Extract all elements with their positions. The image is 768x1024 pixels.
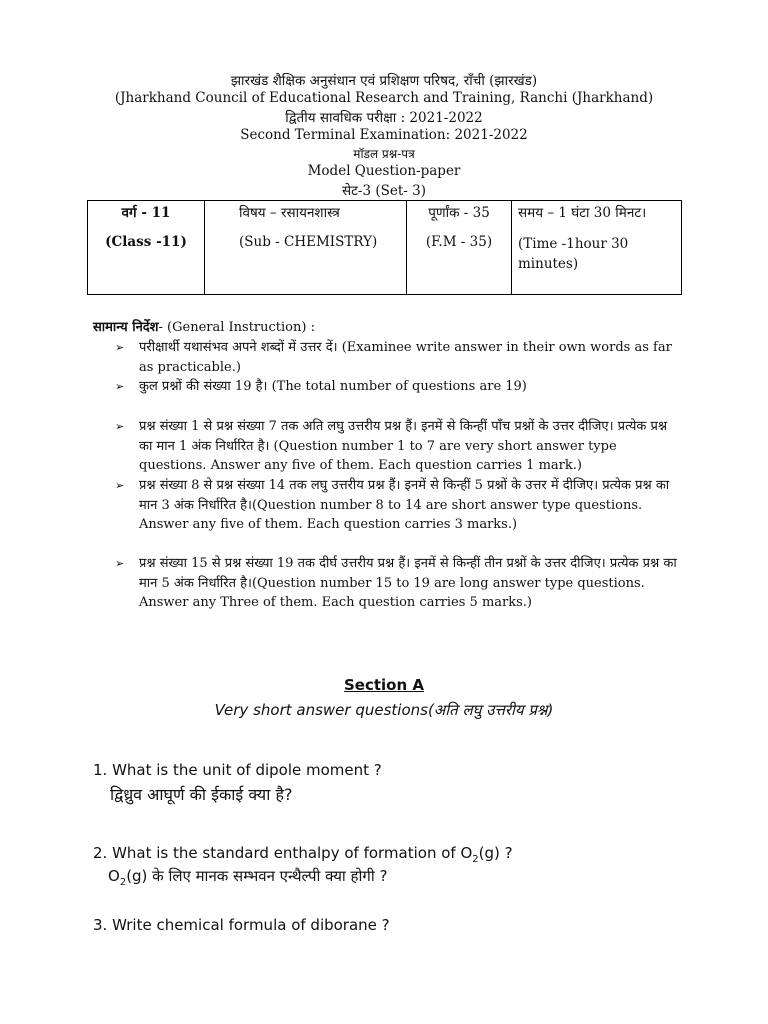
instruction-item-2: कुल प्रश्नों की संख्या 19 है। (The total number of questions are 19) <box>139 379 527 394</box>
set-number: सेट-3 (Set- 3) <box>341 183 426 199</box>
paper-type-hindi: मॉडल प्रश्न-पत्र <box>353 147 415 161</box>
exam-info-table <box>87 200 682 295</box>
time-english: (Time -1hour 30 minutes) <box>518 236 629 272</box>
question-2-subscript: 2 <box>472 854 479 865</box>
bullet-arrow-icon: ➢ <box>115 479 125 492</box>
time-cell <box>512 201 682 295</box>
section-title: Section A <box>344 676 424 694</box>
instruction-item-3: प्रश्न संख्या 1 से प्रश्न संख्या 7 तक अति लघु उत्तरीय प्रश्न हैं। इनमें से किन्हीं पाँच प्रश्नों के उत्तर दीजिए। प्रत्येक प्रश्न का मान 1 अंक निर्धारित है। (Question number 1 to 7 are very short answer type questions. Answer any five of them. Each question carries 1 mark.) <box>139 419 668 473</box>
subject-hindi: विषय – रसायनशास्त्र <box>239 205 340 221</box>
question-1-hindi: द्विध्रुव आघूर्ण की ईकाई क्या है? <box>110 785 293 804</box>
full-marks-cell <box>407 201 512 295</box>
general-instruction-heading-english: - (General Instruction) : <box>158 320 315 335</box>
bullet-arrow-icon: ➢ <box>115 420 125 433</box>
general-instruction-heading <box>93 317 315 335</box>
council-name-hindi: झारखंड शैक्षिक अनुसंधान एवं प्रशिक्षण परिषद, राँची (झारखंड) <box>230 73 538 89</box>
time-hindi: समय – 1 घंटा 30 मिनट। <box>518 205 647 221</box>
question-2 <box>93 844 513 865</box>
instruction-item-1: परीक्षार्थी यथासंभव अपने शब्दों में उत्तर दें। (Examinee write answer in their own words as far as practicable.) <box>139 340 672 375</box>
full-marks-english: (F.M - 35) <box>425 234 493 250</box>
subject-cell <box>205 201 407 295</box>
section-subtitle: Very short answer questions(अति लघु उत्तरीय प्रश्न) <box>214 701 554 719</box>
council-name-english: (Jharkhand Council of Educational Research and Training, Ranchi (Jharkhand) <box>114 90 654 106</box>
question-2-suffix: (g) ? <box>478 844 513 862</box>
instruction-item-5: प्रश्न संख्या 15 से प्रश्न संख्या 19 तक दीर्घ उत्तरीय प्रश्न हैं। इनमें से किन्हीं तीन प्रश्नों के उत्तर दीजिए। प्रत्येक प्रश्न का मान 5 अंक निर्धारित है।(Question number 15 to 19 are long answer type questions. Answer any Three of them. Each question carries 5 marks.) <box>139 556 677 610</box>
question-2-hindi-prefix: O <box>108 867 120 885</box>
question-2-hindi-subscript: 2 <box>119 877 127 888</box>
question-2-text: 2. What is the standard enthalpy of formation of O <box>93 844 473 862</box>
full-marks-hindi: पूर्णांक - 35 <box>428 205 490 221</box>
general-instruction-heading-hindi: सामान्य निर्देश <box>93 320 159 335</box>
question-3: 3. Write chemical formula of diborane ? <box>93 916 390 934</box>
question-2-hindi-text: (g) के लिए मानक सम्भवन एन्थैल्पी क्या होगी ? <box>126 867 388 885</box>
question-1: 1. What is the unit of dipole moment ? <box>93 761 382 779</box>
paper-type-english: Model Question-paper <box>307 163 461 179</box>
bullet-arrow-icon: ➢ <box>115 341 125 354</box>
subject-english: (Sub - CHEMISTRY) <box>239 234 378 250</box>
class-hindi: वर्ग - 11 <box>121 205 171 221</box>
exam-name-hindi: द्वितीय सावधिक परीक्षा : 2021-2022 <box>285 110 483 126</box>
class-english: (Class -11) <box>105 234 187 250</box>
bullet-arrow-icon: ➢ <box>115 557 125 570</box>
bullet-arrow-icon: ➢ <box>115 380 125 393</box>
question-2-hindi <box>108 866 387 888</box>
exam-name-english: Second Terminal Examination: 2021-2022 <box>240 127 528 143</box>
class-cell <box>88 201 205 295</box>
instruction-item-4: प्रश्न संख्या 8 से प्रश्न संख्या 14 तक लघु उत्तरीय प्रश्न हैं। इनमें से किन्हीं 5 प्रश्नों के उत्तर में दीजिए। प्रत्येक प्रश्न का मान 3 अंक निर्धारित है।(Question number 8 to 14 are short answer type questions. Answer any five of them. Each question carries 3 marks.) <box>139 478 670 532</box>
